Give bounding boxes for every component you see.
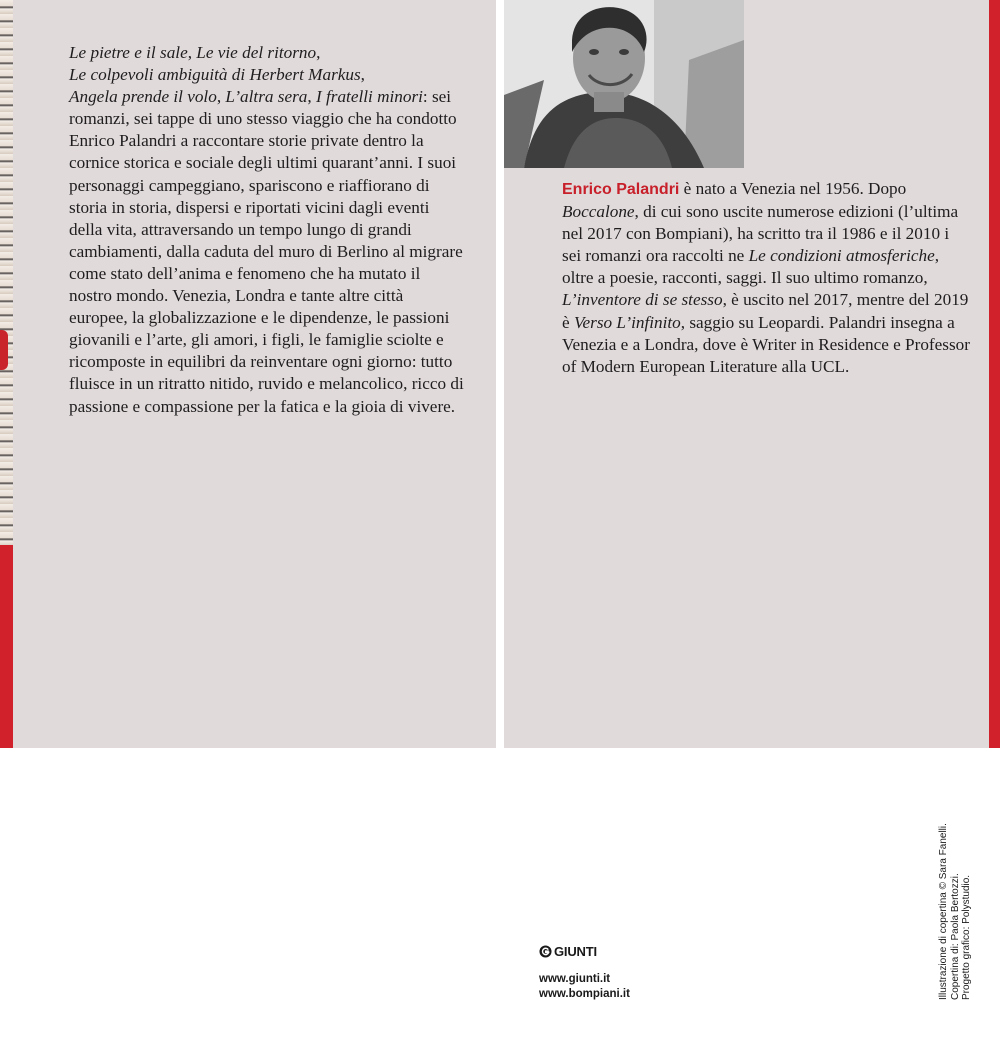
bio-text: , oltre a poesie, racconti, saggi. Il suo ultimo romanzo, — [562, 246, 940, 288]
publisher-logo — [539, 944, 630, 959]
bio-paragraph — [562, 178, 972, 378]
book-blurb — [69, 42, 464, 418]
blurb-paragraph — [69, 42, 464, 418]
author-name: Enrico Palandri — [562, 181, 680, 198]
bio-text: , di cui sono uscite numerose edizioni (l’ultima nel 2017 con Bompiani), ha scritto tra il 1986 e il 2010 i sei romanzi ora raccolti ne — [562, 202, 959, 266]
book-title-2: Le vie del ritorno — [196, 43, 317, 62]
author-flap-panel — [504, 0, 989, 748]
cover-credits — [938, 800, 973, 1000]
cover-art-edge — [0, 0, 13, 748]
separator: , — [187, 43, 197, 62]
separator: , — [360, 65, 365, 85]
back-cover-panel — [13, 0, 496, 748]
giunti-g-icon — [539, 945, 552, 958]
separator: , — [216, 87, 226, 107]
publisher-name: GIUNTI — [554, 944, 597, 959]
author-portrait-image — [504, 0, 744, 168]
book-title-inventore: L’inventore di se stesso — [562, 290, 723, 310]
author-photo — [504, 0, 744, 168]
bompiani-url[interactable]: www.bompiani.it — [539, 988, 630, 1000]
credit-cover: Copertina di: Paola Bertozzi. — [949, 873, 961, 1000]
credit-illustration: Illustrazione di copertina © Sara Fanelli. — [938, 823, 949, 1000]
book-title-4: Angela prende il volo — [69, 87, 217, 107]
book-title-boccalone: Boccalone — [562, 202, 635, 222]
book-title-6: I fratelli minori — [315, 87, 423, 107]
separator: , — [316, 43, 321, 62]
book-title-condizioni: Le condizioni atmosferiche — [748, 246, 935, 266]
publisher-links — [539, 972, 630, 1002]
art-red-mark — [0, 330, 8, 370]
credit-design: Progetto grafico: Polystudio. — [961, 874, 972, 1000]
separator: , — [307, 87, 316, 107]
book-title-5: L’altra sera — [225, 87, 308, 107]
bio-text: , saggio su Leopardi. Palandri insegna a Venezia e a Londra, dove è Writer in Residence e Professor of Modern European Literature alla UCL. — [562, 312, 970, 376]
book-title-infinito: Verso L’infinito — [573, 312, 681, 332]
author-bio — [562, 178, 972, 378]
book-title-1: Le pietre e il sale — [69, 43, 188, 62]
bio-text: è nato a Venezia nel 1956. Dopo — [679, 179, 907, 198]
book-title-3: Le colpevoli ambiguità di Herbert Markus — [69, 65, 361, 85]
blurb-body: : sei romanzi, sei tappe di uno stesso viaggio che ha condotto Enrico Palandri a raccontare storie private dentro la cornice storica e sociale degli ultimi quarant’anni. I suoi personaggi campeggiano, spariscono e riaffiorano di storia in storia, dispersi e riportati vicini dagli eventi della vita, attraversando un tempo lungo di grandi cambiamenti, dalla caduta del muro di Berlino al migrare come stato dell’anima e fenomeno che ha mutato il nostro mondo. Venezia, Londra e tante altre città europee, la globalizzazione e le dipendenze, le passioni giovanili e l’arte, gli amori, i figli, le famiglie sciolte e ricomposte in equilibri da reinventare ogni giorno: tutto fluisce in un ritratto nitido, ruvido e melancolico, ricco di passione e compassione per la fatica e la gioia di vivere. — [69, 87, 464, 416]
giunti-url[interactable]: www.giunti.it — [539, 973, 611, 985]
bio-text: , è uscito nel 2017, mentre del 2019 è — [562, 290, 969, 332]
publisher-block — [539, 944, 630, 1002]
art-red-band — [0, 545, 13, 748]
cover-red-edge — [989, 0, 1000, 748]
